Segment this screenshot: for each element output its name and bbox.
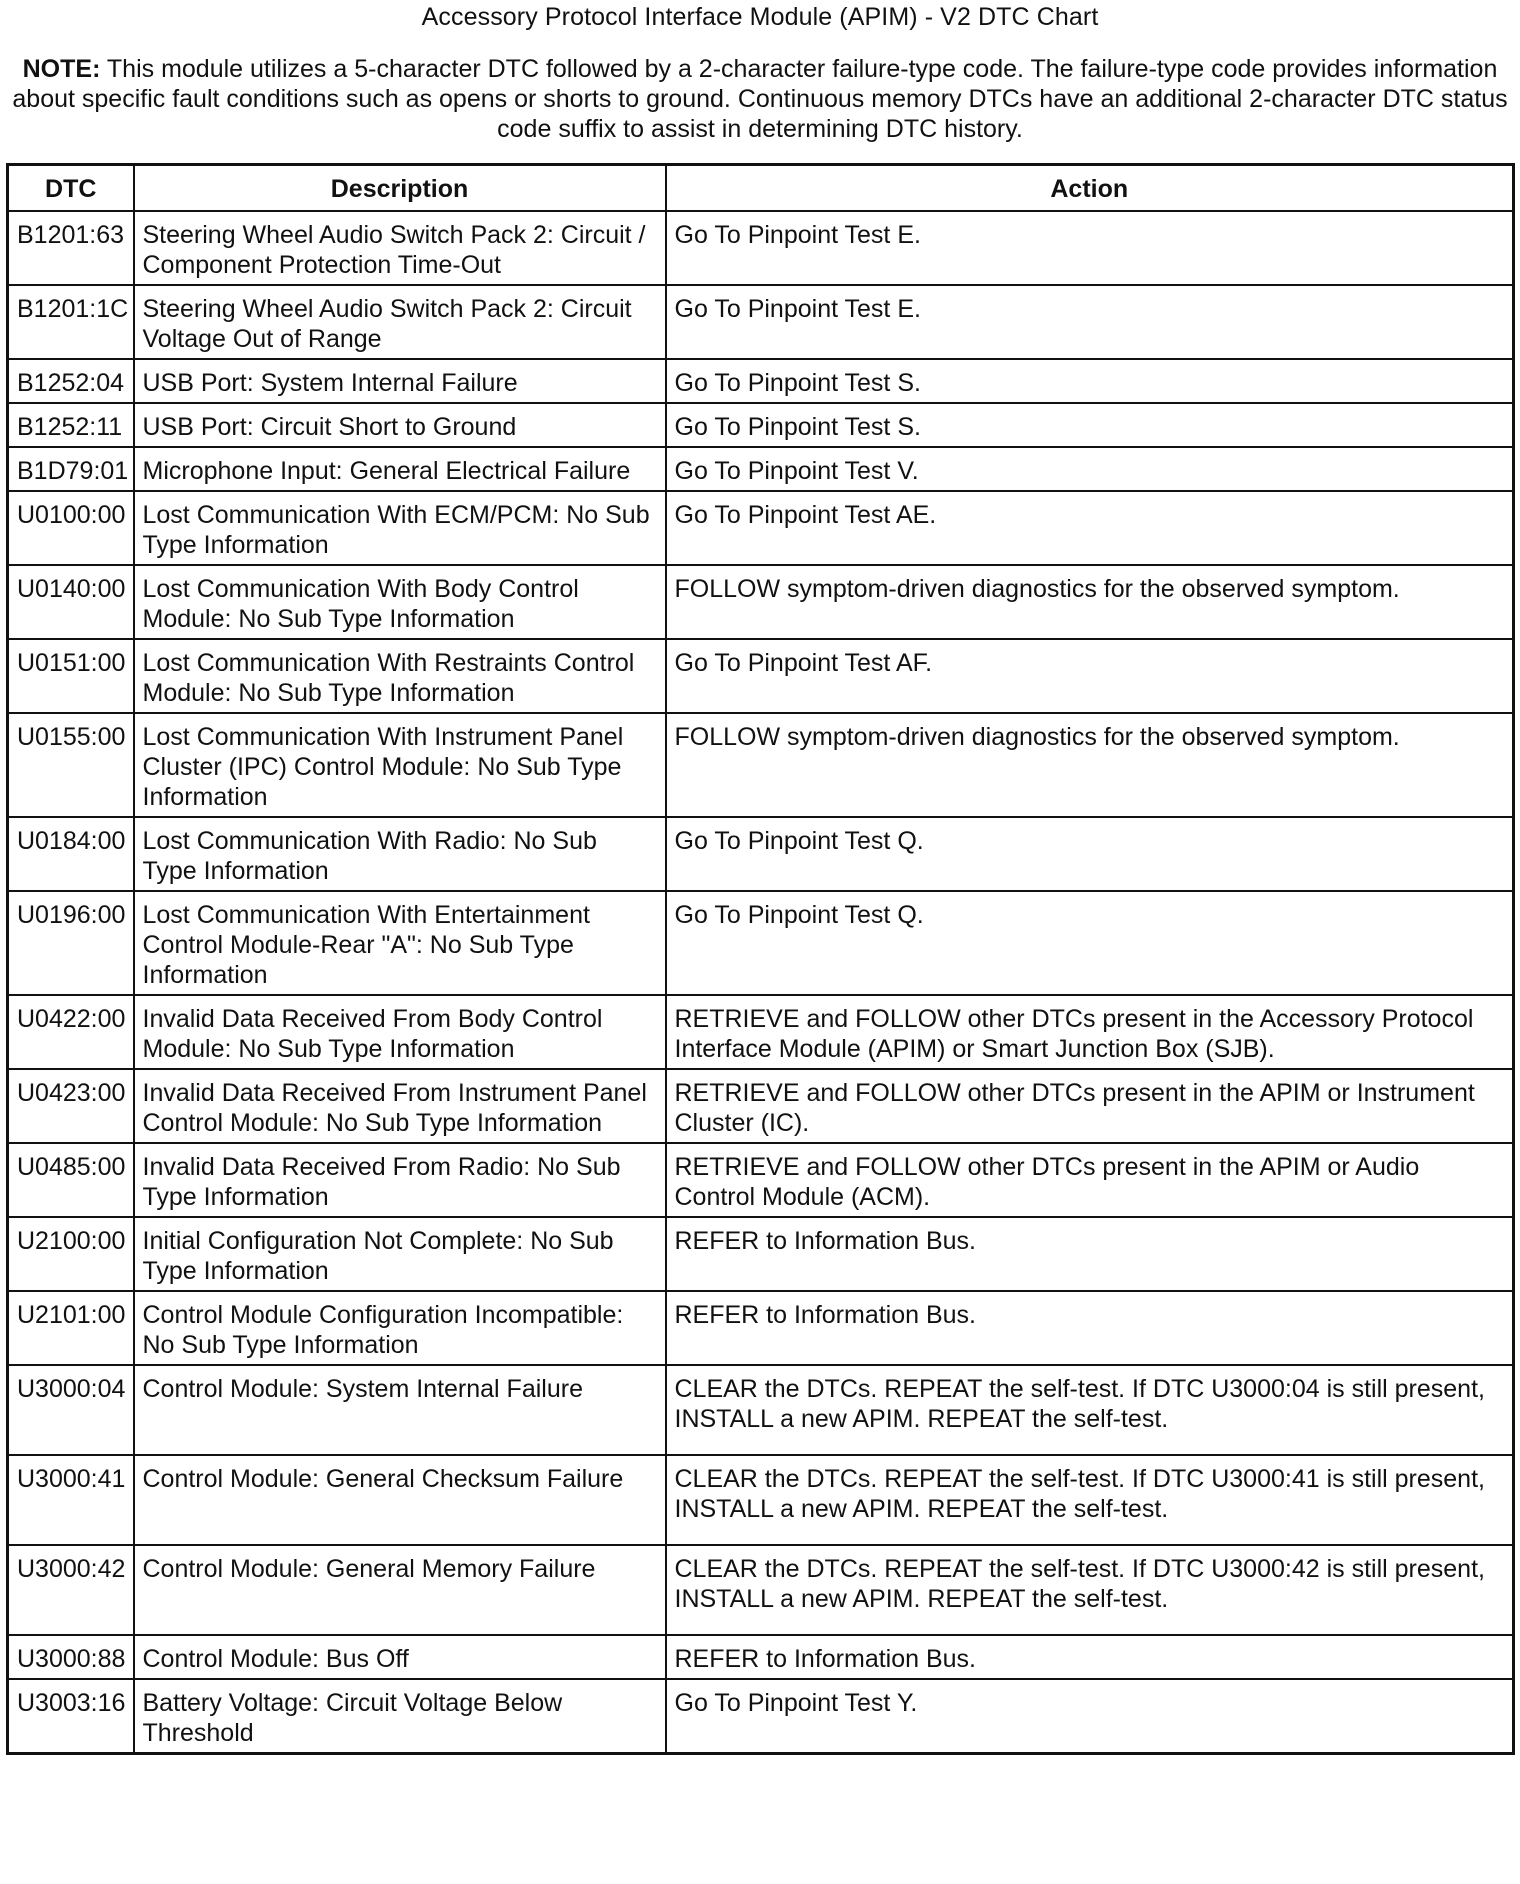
dtc-code-cell: B1201:1C xyxy=(8,285,134,359)
header-dtc: DTC xyxy=(8,165,134,212)
action-cell: Go To Pinpoint Test S. xyxy=(666,403,1514,447)
table-row xyxy=(8,565,1514,639)
table-row xyxy=(8,713,1514,817)
table-row xyxy=(8,1217,1514,1291)
description-cell: Lost Communication With ECM/PCM: No Sub Type Information xyxy=(134,491,666,565)
description-cell: Control Module: General Checksum Failure xyxy=(134,1455,666,1545)
description-cell: Invalid Data Received From Instrument Panel Control Module: No Sub Type Information xyxy=(134,1069,666,1143)
dtc-code-cell: U0422:00 xyxy=(8,995,134,1069)
action-cell: Go To Pinpoint Test E. xyxy=(666,211,1514,285)
table-row xyxy=(8,639,1514,713)
page-title: Accessory Protocol Interface Module (APIM) - V2 DTC Chart xyxy=(421,3,1099,31)
dtc-code-cell: B1D79:01 xyxy=(8,447,134,491)
dtc-code-cell: B1201:63 xyxy=(8,211,134,285)
table-row xyxy=(8,447,1514,491)
description-cell: Invalid Data Received From Body Control Module: No Sub Type Information xyxy=(134,995,666,1069)
description-cell: Invalid Data Received From Radio: No Sub Type Information xyxy=(134,1143,666,1217)
header-action: Action xyxy=(666,165,1514,212)
dtc-code-cell: B1252:04 xyxy=(8,359,134,403)
dtc-code-cell: U3000:88 xyxy=(8,1635,134,1679)
action-cell: FOLLOW symptom-driven diagnostics for the observed symptom. xyxy=(666,713,1514,817)
table-row xyxy=(8,1143,1514,1217)
table-row xyxy=(8,1365,1514,1455)
dtc-code-cell: U3000:42 xyxy=(8,1545,134,1635)
description-cell: Battery Voltage: Circuit Voltage Below Threshold xyxy=(134,1679,666,1754)
dtc-code-cell: U0184:00 xyxy=(8,817,134,891)
table-row xyxy=(8,817,1514,891)
description-cell: Control Module Configuration Incompatible: No Sub Type Information xyxy=(134,1291,666,1365)
action-cell: Go To Pinpoint Test Y. xyxy=(666,1679,1514,1754)
description-cell: USB Port: Circuit Short to Ground xyxy=(134,403,666,447)
dtc-code-cell: B1252:11 xyxy=(8,403,134,447)
dtc-code-cell: U0196:00 xyxy=(8,891,134,995)
action-cell: Go To Pinpoint Test Q. xyxy=(666,817,1514,891)
table-row xyxy=(8,403,1514,447)
table-row xyxy=(8,995,1514,1069)
table-row xyxy=(8,359,1514,403)
dtc-code-cell: U3000:04 xyxy=(8,1365,134,1455)
table-row xyxy=(8,1069,1514,1143)
action-cell: Go To Pinpoint Test Q. xyxy=(666,891,1514,995)
dtc-code-cell: U0423:00 xyxy=(8,1069,134,1143)
note-text: This module utilizes a 5-character DTC followed by a 2-character failure-type code. The failure-type code provides information about specific fault conditions such as opens or shorts to ground. Continuous memory DTCs have an additional 2-character DTC status code suffix to assist in determining DTC history. xyxy=(12,55,1508,143)
action-cell: CLEAR the DTCs. REPEAT the self-test. If DTC U3000:04 is still present, INSTALL a new APIM. REPEAT the self-test. xyxy=(666,1365,1514,1455)
table-header-row xyxy=(8,165,1514,212)
action-cell: REFER to Information Bus. xyxy=(666,1291,1514,1365)
description-cell: USB Port: System Internal Failure xyxy=(134,359,666,403)
action-cell: Go To Pinpoint Test AE. xyxy=(666,491,1514,565)
action-cell: Go To Pinpoint Test E. xyxy=(666,285,1514,359)
description-cell: Initial Configuration Not Complete: No Sub Type Information xyxy=(134,1217,666,1291)
header-description: Description xyxy=(134,165,666,212)
description-cell: Steering Wheel Audio Switch Pack 2: Circuit / Component Protection Time-Out xyxy=(134,211,666,285)
description-cell: Lost Communication With Restraints Control Module: No Sub Type Information xyxy=(134,639,666,713)
description-cell: Lost Communication With Instrument Panel Cluster (IPC) Control Module: No Sub Type Information xyxy=(134,713,666,817)
dtc-code-cell: U0151:00 xyxy=(8,639,134,713)
description-cell: Microphone Input: General Electrical Failure xyxy=(134,447,666,491)
dtc-code-cell: U2100:00 xyxy=(8,1217,134,1291)
dtc-code-cell: U0140:00 xyxy=(8,565,134,639)
table-row xyxy=(8,1545,1514,1635)
action-cell: RETRIEVE and FOLLOW other DTCs present in the APIM or Instrument Cluster (IC). xyxy=(666,1069,1514,1143)
action-cell: Go To Pinpoint Test V. xyxy=(666,447,1514,491)
dtc-code-cell: U0100:00 xyxy=(8,491,134,565)
table-row xyxy=(8,1635,1514,1679)
action-cell: REFER to Information Bus. xyxy=(666,1635,1514,1679)
note-paragraph xyxy=(4,54,1516,144)
dtc-code-cell: U2101:00 xyxy=(8,1291,134,1365)
dtc-code-cell: U0155:00 xyxy=(8,713,134,817)
action-cell: REFER to Information Bus. xyxy=(666,1217,1514,1291)
table-row xyxy=(8,285,1514,359)
action-cell: RETRIEVE and FOLLOW other DTCs present in the APIM or Audio Control Module (ACM). xyxy=(666,1143,1514,1217)
description-cell: Control Module: General Memory Failure xyxy=(134,1545,666,1635)
note-label: NOTE: xyxy=(22,55,101,83)
action-cell: FOLLOW symptom-driven diagnostics for the observed symptom. xyxy=(666,565,1514,639)
action-cell: RETRIEVE and FOLLOW other DTCs present in the Accessory Protocol Interface Module (APIM) or Smart Junction Box (SJB). xyxy=(666,995,1514,1069)
table-row xyxy=(8,1455,1514,1545)
table-row xyxy=(8,1679,1514,1754)
dtc-code-cell: U0485:00 xyxy=(8,1143,134,1217)
description-cell: Control Module: Bus Off xyxy=(134,1635,666,1679)
action-cell: Go To Pinpoint Test S. xyxy=(666,359,1514,403)
dtc-table xyxy=(6,163,1515,1755)
action-cell: Go To Pinpoint Test AF. xyxy=(666,639,1514,713)
description-cell: Lost Communication With Radio: No Sub Type Information xyxy=(134,817,666,891)
dtc-code-cell: U3003:16 xyxy=(8,1679,134,1754)
dtc-code-cell: U3000:41 xyxy=(8,1455,134,1545)
action-cell: CLEAR the DTCs. REPEAT the self-test. If DTC U3000:42 is still present, INSTALL a new APIM. REPEAT the self-test. xyxy=(666,1545,1514,1635)
action-cell: CLEAR the DTCs. REPEAT the self-test. If DTC U3000:41 is still present, INSTALL a new APIM. REPEAT the self-test. xyxy=(666,1455,1514,1545)
description-cell: Steering Wheel Audio Switch Pack 2: Circuit Voltage Out of Range xyxy=(134,285,666,359)
table-body xyxy=(8,211,1514,1754)
table-row xyxy=(8,491,1514,565)
description-cell: Lost Communication With Body Control Module: No Sub Type Information xyxy=(134,565,666,639)
table-row xyxy=(8,1291,1514,1365)
description-cell: Control Module: System Internal Failure xyxy=(134,1365,666,1455)
table-row xyxy=(8,211,1514,285)
table-row xyxy=(8,891,1514,995)
description-cell: Lost Communication With Entertainment Control Module-Rear "A": No Sub Type Information xyxy=(134,891,666,995)
